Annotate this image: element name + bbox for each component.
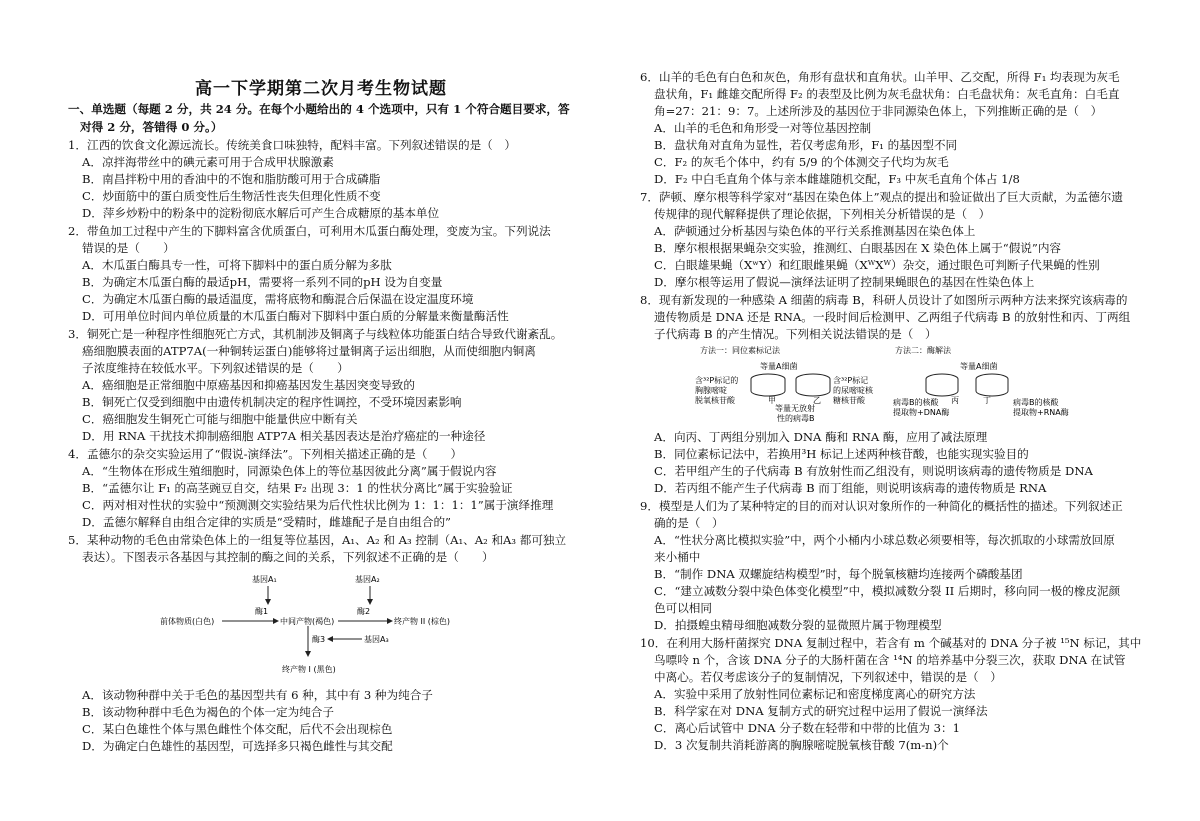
end-product-2-label: 终产物 II (棕色) [394,617,451,626]
dish-bing [926,374,958,396]
experiment-diagram [665,343,1105,425]
option: 来小桶中 [654,550,701,564]
dish-label-jia: 甲 [768,396,776,405]
bacteria-label: 等量A细菌 [960,362,998,371]
section-heading: 一、单选题（每题 2 分，共 24 分。在每个小题给出的 4 个选项中，只有 1 个符合题目要求，答 [68,102,570,116]
option: 色可以相同 [654,601,712,615]
question-stem: 6．山羊的毛色有白色和灰色，角形有盘状和直角状。山羊甲、乙交配，所得 F₁ 均表现为灰毛 [640,70,1120,84]
option: B．“制作 DNA 双螺旋结构模型”时，每个脱氧核糖均连接两个磷酸基团 [654,567,1023,581]
question-stem: 中离心。若仅考虑该分子的复制情况，下列叙述中，错误的是（ ） [654,670,1002,684]
option: D．拍摄蝗虫精母细胞减数分裂的显微照片属于物理模型 [654,618,942,632]
dish-label-bing: 丙 [951,396,959,405]
option: D．可用单位时间内单位质量的木瓜蛋白酶对下脚料中蛋白质的分解量来衡量酶活性 [82,309,509,323]
dish-jia [751,374,785,396]
question-stem: 子浓度维持在较低水平。下列叙述错误的是（ ） [82,361,349,375]
label-left: 胸腺嘧啶 [695,386,727,395]
option: D．萍乡炒粉中的粉条中的淀粉彻底水解后可产生合成糖原的基本单位 [82,206,440,220]
virus-label: 性的病毒B [777,414,815,423]
question-stem: 8．现有新发现的一种感染 A 细菌的病毒 B，科研人员设计了如图所示两种方法来探究该病毒的 [640,293,1128,307]
virus-label: 等量无放射 [775,404,815,413]
dish-label-yi: 乙 [813,396,821,405]
gene-a1-label: 基因A₁ [252,575,277,584]
option: C．炒面筋中的蛋白质变性后生物活性丧失但理化性质不变 [82,189,381,203]
option: D．F₂ 中白毛直角个体与亲本雌雄随机交配，F₃ 中灰毛直角个体占 1/8 [654,172,1020,186]
precursor-label: 前体物质(白色) [160,617,215,626]
enzyme-3-label: 酶3 [312,635,326,644]
option: C．离心后试管中 DNA 分子数在轻带和中带的比值为 3：1 [654,721,960,735]
question-stem: 7．萨顿、摩尔根等科学家对“基因在染色体上”观点的提出和验证做出了巨大贡献，为孟德尔遗 [640,190,1123,204]
option: B．科学家在对 DNA 复制方式的研究过程中运用了假说一演绎法 [654,704,988,718]
option: B．盘状角对直角为显性，若仅考虑角形，F₁ 的基因型不同 [654,138,958,152]
option: B．南昌拌粉中用的香油中的不饱和脂肪酸可用于合成磷脂 [82,172,381,186]
option: B．铜死亡仅受到细胞中由遗传机制决定的程序性调控，不受环境因素影响 [82,395,462,409]
label-left: 脱氧核苷酸 [695,396,735,405]
option: C．某白色雄性个体与黑色雌性个体交配，后代不会出现棕色 [82,722,393,736]
question-stem: 5．某种动物的毛色由常染色体上的一组复等位基因，A₁、A₂ 和 A₃ 控制（A₁、A₂ 和A₃ 都可独立 [68,533,567,547]
question-stem: 鸟嘌呤 n 个，含该 DNA 分子的大肠杆菌在含 ¹⁴N 的培养基中分裂三次，获取 DNA 在试管 [654,653,1126,667]
section-heading: 对得 2 分，答错得 0 分。） [80,120,223,134]
option: A．山羊的毛色和角形受一对等位基因控制 [654,121,872,135]
label-right: 的尿嘧啶核 [833,386,873,395]
option: C．为确定木瓜蛋白酶的最适温度，需将底物和酶混合后保温在设定温度环境 [82,292,474,306]
option: A．木瓜蛋白酶具专一性，可将下脚料中的蛋白质分解为多肽 [82,258,392,272]
enzyme-1-label: 酶1 [255,607,269,616]
option: A．“生物体在形成生殖细胞时，同源染色体上的等位基因彼此分离”属于假说内容 [82,464,497,478]
dna-label: 病毒B的核酸 [893,398,939,407]
option: C．癌细胞发生铜死亡可能与细胞中能量供应中断有关 [82,412,358,426]
option: D．摩尔根等运用了假说—演绎法证明了控制果蝇眼色的基因在性染色体上 [654,275,1035,289]
option: A．实验中采用了放射性同位素标记和密度梯度离心的研究方法 [654,687,976,701]
option: B．“孟德尔让 F₁ 的高茎豌豆自交，结果 F₂ 出现 3：1 的性状分离比”属于实验验证 [82,481,513,495]
dish-label-ding: 丁 [983,396,991,405]
option: D．3 次复制共消耗游离的胸腺嘧啶脱氧核苷酸 7(m-n)个 [654,738,949,752]
option: C．两对相对性状的实验中“预测测交实验结果为后代性状比例为 1：1：1：1”属于演绎推理 [82,498,554,512]
gene-a3-label: 基因A₃ [364,635,389,644]
question-stem: 表达）。下图表示各基因与其控制的酶之间的关系，下列叙述不正确的是（ ） [82,550,494,564]
option: D．孟德尔解释自由组合定律的实质是“受精时，雌雄配子是自由组合的” [82,515,451,529]
enzyme-2-label: 酶2 [357,607,371,616]
question-stem: 10．在利用大肠杆菌探究 DNA 复制过程中，若含有 m 个碱基对的 DNA 分子被 ¹⁵N 标记，其中 [640,636,1142,650]
rna-label: 提取物+RNA酶 [1013,408,1069,417]
option: A．癌细胞是正常细胞中原癌基因和抑癌基因发生基因突变导致的 [82,378,415,392]
option: B．同位素标记法中，若换用³H 标记上述两种核苷酸，也能实现实验目的 [654,447,1029,461]
option: B．该动物种群中毛色为褐色的个体一定为纯合子 [82,705,334,719]
option: A．该动物种群中关于毛色的基因型共有 6 种，其中有 3 种为纯合子 [82,688,433,702]
option: C．白眼雄果蝇（XʷY）和红眼雌果蝇（XᵂXᵂ）杂交，通过眼色可判断子代果蝇的性别 [654,258,1100,272]
dna-label: 提取物+DNA酶 [893,408,950,417]
method-2-label: 方法二：酶解法 [895,346,951,355]
pathway-diagram [160,568,500,684]
option: D．为确定白色雄性的基因型，可选择多只褐色雌性与其交配 [82,739,393,753]
question-stem: 盘状角，F₁ 雌雄交配所得 F₂ 的表型及比例为灰毛盘状角：白毛盘状角：灰毛直角：白毛直 [654,87,1120,101]
question-stem: 错误的是（ ） [82,241,175,255]
option: C．F₂ 的灰毛个体中，约有 5/9 的个体测交子代均为灰毛 [654,155,949,169]
method-1-label: 方法一：同位素标记法 [700,346,780,355]
label-right: 含³²P标记 [833,376,869,385]
option: A．向丙、丁两组分别加入 DNA 酶和 RNA 酶，应用了减法原理 [654,430,988,444]
option: A．凉拌海带丝中的碘元素可用于合成甲状腺激素 [82,155,334,169]
question-stem: 3．铜死亡是一种程序性细胞死亡方式，其机制涉及铜离子与线粒体功能蛋白结合导致代谢紊乱。 [68,327,563,341]
question-stem: 4．孟德尔的杂交实验运用了“假说-演绎法”。下列相关描述正确的是（ ） [68,447,463,461]
question-stem: 子代病毒 B 的产生情况。下列相关说法错误的是（ ） [654,327,937,341]
option: D．若丙组不能产生子代病毒 B 而丁组能，则说明该病毒的遗传物质是 RNA [654,481,1047,495]
option: B．为确定木瓜蛋白酶的最适pH，需要将一系列不同的pH 设为自变量 [82,275,443,289]
label-left: 含³²P标记的 [695,376,739,385]
end-product-1-label: 终产物 I (黑色) [282,665,336,674]
question-stem: 癌细胞膜表面的ATP7A(一种铜转运蛋白)能够将过量铜离子运出细胞，从而使细胞内铜离 [82,344,536,358]
intermediate-label: 中间产物(褐色) [280,617,335,626]
option: C．“建立减数分裂中染色体变化模型”中，模拟减数分裂 II 后期时，移向同一极的橡皮泥颜 [654,584,1121,598]
option: A．萨顿通过分析基因与染色体的平行关系推测基因在染色体上 [654,224,976,238]
label-right: 糖核苷酸 [833,396,865,405]
question-stem: 1．江西的饮食文化源远流长。传统美食口味独特，配料丰富。下列叙述错误的是（ ） [68,138,516,152]
gene-a2-label: 基因A₂ [355,575,380,584]
option: A．“性状分离比模拟实验”中，两个小桶内小球总数必须要相等，每次抓取的小球需放回原 [654,533,1115,547]
question-stem: 遗传物质是 DNA 还是 RNA。一段时间后检测甲、乙两组子代病毒 B 的放射性和丙、丁两组 [654,310,1131,324]
question-stem: 角=27：21：9：7。上述所涉及的基因位于非同源染色体上，下列推断正确的是（ ） [654,104,1103,118]
dish-ding [976,374,1008,396]
question-stem: 确的是（ ） [654,516,724,530]
question-stem: 2．带鱼加工过程中产生的下脚料富含优质蛋白，可利用木瓜蛋白酶处理，变废为宝。下列说法 [68,224,551,238]
bacteria-label: 等量A细菌 [760,362,798,371]
option: C．若甲组产生的子代病毒 B 有放射性而乙组没有，则说明该病毒的遗传物质是 DNA [654,464,1093,478]
page-title: 高一下学期第二次月考生物试题 [195,79,447,99]
option: B．摩尔根根据果蝇杂交实验，推测红、白眼基因在 X 染色体上属于“假说”内容 [654,241,1062,255]
dish-yi [796,374,830,396]
question-stem: 传规律的现代解释提供了理论依据，下列相关分析错误的是（ ） [654,207,991,221]
option: D．用 RNA 干扰技术抑制癌细胞 ATP7A 相关基因表达是治疗癌症的一种途径 [82,429,486,443]
rna-label: 病毒B的核酸 [1013,398,1059,407]
question-stem: 9．模型是人们为了某种特定的目的而对认识对象所作的一种简化的概括性的描述。下列叙述正 [640,499,1123,513]
